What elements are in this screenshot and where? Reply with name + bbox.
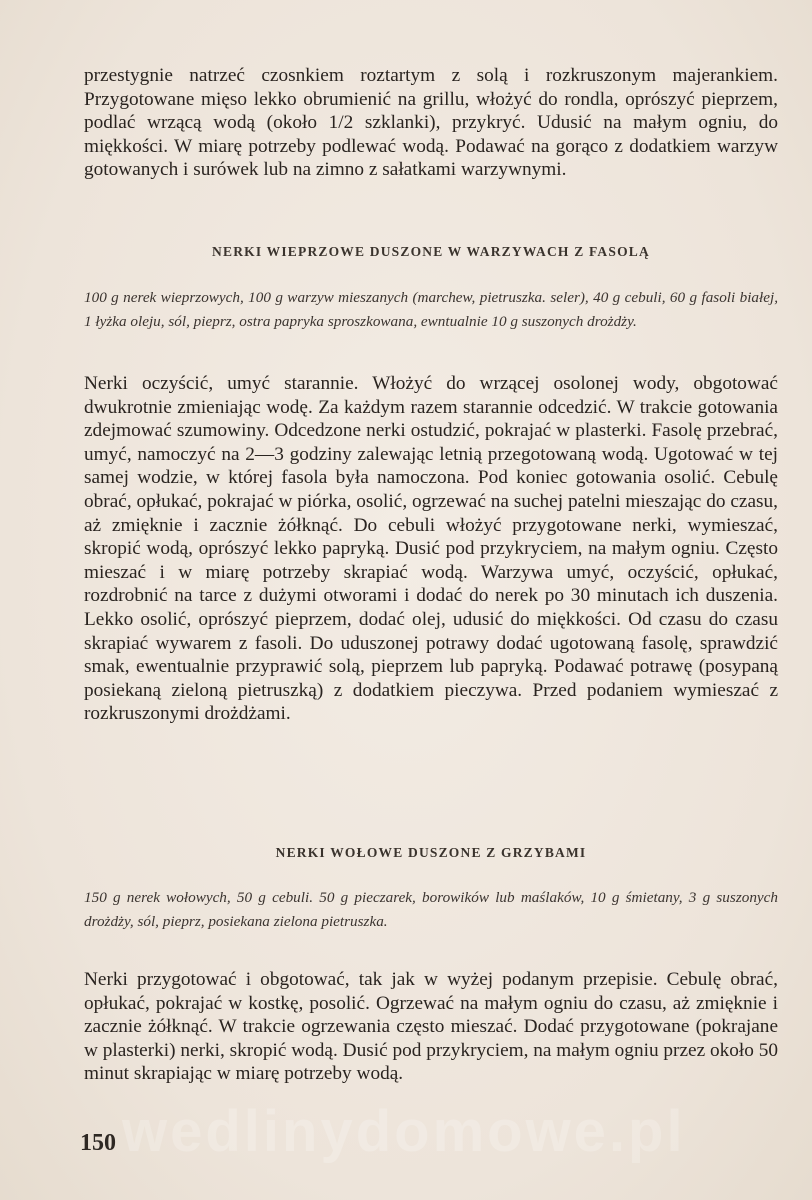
method-beef-kidneys: Nerki przygotować i obgotować, tak jak w wyżej podanym przepisie. Cebulę obrać, opłukać, pokrajać w kostkę, posolić. Ogrzewać na małym ogniu do czasu, aż zmięknie i zacznie żółknąć. W trakcie ogrzewania często mieszać. Dodać przygotowane (pokrajane w plasterki) nerki, skropić wodą. Dusić pod przykryciem, na małym ogniu przez około 50 minut skrapiając w miarę potrzeby wodą. [84, 969, 778, 1085]
method-pork-kidneys: Nerki oczyścić, umyć starannie. Włożyć do wrzącej osolonej wody, obgotować dwukrotnie zmieniając wodę. Za każdym razem starannie odcedzić. W trakcie gotowania zdejmować szumowiny. Odcedzone nerki ostudzić, pokrajać w plasterki. Fasolę przebrać, umyć, namoczyć na 2—3 godziny zalewając letnią przegotowaną wodą. Ugotować w tej samej wodzie, w której fasola była namoczona. Pod koniec gotowania osolić. Cebulę obrać, opłukać, pokrajać w piórka, osolić, ogrzewać na suchej patelni mieszając do czasu, aż zmięknie i zacznie żółknąć. Do cebuli włożyć przygotowane nerki, wymieszać, skropić wodą, oprószyć lekko papryką. Dusić pod przykryciem, na małym ogniu. Często mieszać i w miarę potrzeby skrapiać wodą. Warzywa umyć, oczyścić, opłukać, rozdrobnić na tarce z dużymi otworami i dodać do nerek po 30 minutach ich duszenia. Lekko osolić, oprószyć pieprzem, dodać olej, udusić do miękkości. Od czasu do czasu skrapiać wywarem z fasoli. Do uduszonej potrawy dodać ugotowaną fasolę, sprawdzić smak, ewentualnie przyprawić solą, pieprzem lub papryką. Podawać potrawę (posypaną posiekaną zieloną pietruszką) z dodatkiem pieczywa. Przed podaniem wymieszać z rozkruszonymi drożdżami. [84, 373, 778, 725]
ingredients-beef-kidneys: 150 g nerek wołowych, 50 g cebuli. 50 g pieczarek, borowików lub maślaków, 10 g śmietany, 3 g suszonych drożdży, sól, pieprz, posiekana zielona pietruszka. [84, 889, 778, 930]
ingredients-pork-kidneys: 100 g nerek wieprzowych, 100 g warzyw mieszanych (marchew, pietruszka. seler), 40 g cebuli, 60 g fasoli białej, 1 łyżka oleju, sól, pieprz, ostra papryka sproszkowana, ewntualnie 10 g suszonych drożdży. [84, 289, 778, 330]
recipe-title-beef-kidneys: NERKI WOŁOWE DUSZONE Z GRZYBAMI [275, 845, 587, 860]
page-number: 150 [80, 1130, 116, 1156]
continuation-paragraph: przestygnie natrzeć czosnkiem roztartym z solą i rozkruszonym majerankiem. Przygotowane mięso lekko obrumienić na grillu, włożyć do rondla, oprószyć pieprzem, podlać wrzącą wodą (około 1/2 szklanki), przykryć. Udusić na małym ogniu, do miękkości. W miarę potrzeby podlewać wodą. Podawać na gorąco z dodatkiem warzyw gotowanych i surówek lub na zimno z sałatkami warzywnymi. [84, 65, 778, 181]
watermark: wedlinydomowe.pl [122, 1099, 686, 1164]
recipe-title-pork-kidneys: NERKI WIEPRZOWE DUSZONE W WARZYWACH Z FASOLĄ [212, 244, 650, 259]
